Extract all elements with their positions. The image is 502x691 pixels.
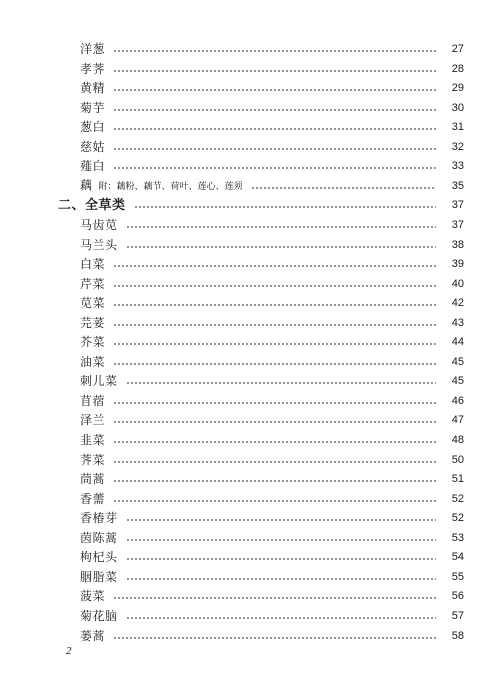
toc-entry bbox=[80, 216, 464, 235]
entry-page-number: 28 bbox=[451, 63, 464, 75]
entry-page-number: 52 bbox=[451, 493, 464, 505]
entry-title bbox=[80, 157, 105, 176]
entry-title bbox=[80, 490, 105, 509]
entry-page-number: 54 bbox=[451, 551, 464, 563]
entry-title-text: 荠菜 bbox=[80, 453, 106, 467]
dot-leader bbox=[113, 470, 436, 489]
entry-title-text: 薤白 bbox=[80, 159, 106, 173]
toc-entry bbox=[80, 138, 464, 157]
entry-title bbox=[80, 138, 105, 157]
entry-title-text: 香椿芽 bbox=[80, 511, 118, 525]
entry-title-text: 刺儿菜 bbox=[80, 374, 118, 388]
toc-entry bbox=[80, 627, 464, 646]
entry-title-text: 茼蒿 bbox=[80, 472, 106, 486]
entry-title bbox=[80, 353, 105, 372]
entry-title-text: 洋葱 bbox=[80, 42, 106, 56]
entry-title bbox=[80, 451, 105, 470]
toc-entry bbox=[80, 236, 464, 255]
entry-title bbox=[80, 548, 118, 567]
entry-page-number: 50 bbox=[451, 454, 464, 466]
entry-title-text: 马兰头 bbox=[80, 238, 118, 252]
entry-page-number: 32 bbox=[451, 141, 464, 153]
dot-leader bbox=[251, 177, 436, 196]
dot-leader bbox=[113, 118, 436, 137]
toc-entry bbox=[80, 372, 464, 391]
entry-title-text: 芹菜 bbox=[80, 277, 106, 291]
dot-leader bbox=[113, 157, 436, 176]
entry-title bbox=[80, 255, 105, 274]
entry-title-text: 白菜 bbox=[80, 257, 106, 271]
page-number: 2 bbox=[66, 645, 72, 657]
dot-leader bbox=[113, 451, 436, 470]
entry-title-text: 香薷 bbox=[80, 492, 106, 506]
entry-page-number: 43 bbox=[451, 317, 464, 329]
entry-title bbox=[58, 196, 126, 215]
toc-entry bbox=[80, 529, 464, 548]
dot-leader bbox=[126, 607, 436, 626]
entry-page-number: 44 bbox=[451, 336, 464, 348]
entry-title-text: 菊花脑 bbox=[80, 609, 118, 623]
entry-page-number: 53 bbox=[451, 532, 464, 544]
entry-title-text: 蒌蒿 bbox=[80, 629, 106, 643]
dot-leader bbox=[134, 196, 436, 215]
dot-leader bbox=[113, 627, 436, 646]
entry-page-number: 56 bbox=[451, 590, 464, 602]
dot-leader bbox=[113, 431, 436, 450]
toc-entry bbox=[80, 431, 464, 450]
dot-leader bbox=[126, 509, 436, 528]
entry-title bbox=[80, 216, 118, 235]
dot-leader bbox=[126, 568, 436, 587]
entry-note: 附：藕粉、藕节、荷叶、莲心、莲须 bbox=[98, 182, 243, 192]
dot-leader bbox=[113, 490, 436, 509]
toc-entry bbox=[80, 451, 464, 470]
dot-leader bbox=[126, 216, 436, 235]
entry-title-text: 孝荠 bbox=[80, 62, 106, 76]
entry-title bbox=[80, 607, 118, 626]
toc-section-heading bbox=[58, 196, 464, 215]
toc-entry bbox=[80, 490, 464, 509]
entry-title-text: 菠菜 bbox=[80, 589, 106, 603]
entry-page-number: 52 bbox=[451, 512, 464, 524]
entry-page-number: 31 bbox=[451, 121, 464, 133]
toc-entry bbox=[80, 548, 464, 567]
toc-entry bbox=[80, 314, 464, 333]
entry-page-number: 35 bbox=[451, 180, 464, 192]
toc-entry bbox=[80, 294, 464, 313]
toc-entry bbox=[80, 568, 464, 587]
entry-page-number: 42 bbox=[451, 297, 464, 309]
dot-leader bbox=[113, 333, 436, 352]
entry-title bbox=[80, 627, 105, 646]
dot-leader bbox=[113, 79, 436, 98]
toc-entry bbox=[80, 333, 464, 352]
entry-title-text: 马齿苋 bbox=[80, 218, 118, 232]
entry-page-number: 27 bbox=[451, 43, 464, 55]
toc-entry bbox=[80, 118, 464, 137]
entry-page-number: 58 bbox=[451, 630, 464, 642]
entry-title bbox=[80, 587, 105, 606]
entry-title-text: 芫荽 bbox=[80, 316, 106, 330]
entry-page-number: 57 bbox=[451, 610, 464, 622]
dot-leader bbox=[126, 236, 436, 255]
entry-title-text: 胭脂菜 bbox=[80, 570, 118, 584]
entry-page-number: 47 bbox=[451, 414, 464, 426]
entry-title bbox=[80, 118, 105, 137]
entry-page-number: 33 bbox=[451, 160, 464, 172]
entry-title bbox=[80, 470, 105, 489]
dot-leader bbox=[113, 275, 436, 294]
dot-leader bbox=[113, 40, 436, 59]
entry-title-text: 茵陈蒿 bbox=[80, 531, 118, 545]
dot-leader bbox=[126, 372, 436, 391]
entry-title bbox=[80, 411, 105, 430]
entry-title-text: 藕 bbox=[80, 178, 93, 192]
entry-title bbox=[80, 294, 105, 313]
dot-leader bbox=[113, 411, 436, 430]
entry-title bbox=[80, 568, 118, 587]
entry-page-number: 30 bbox=[451, 102, 464, 114]
toc-entry bbox=[80, 99, 464, 118]
entry-title bbox=[80, 60, 105, 79]
entry-page-number: 29 bbox=[451, 82, 464, 94]
dot-leader bbox=[126, 548, 436, 567]
toc-entry bbox=[80, 470, 464, 489]
entry-title bbox=[80, 275, 105, 294]
entry-page-number: 45 bbox=[451, 356, 464, 368]
dot-leader bbox=[113, 587, 436, 606]
toc-entry bbox=[80, 607, 464, 626]
entry-title-text: 油菜 bbox=[80, 355, 106, 369]
entry-title bbox=[80, 431, 105, 450]
entry-title bbox=[80, 236, 118, 255]
entry-title-text: 慈姑 bbox=[80, 140, 106, 154]
entry-title bbox=[80, 79, 105, 98]
toc-entry bbox=[80, 353, 464, 372]
dot-leader bbox=[113, 255, 436, 274]
entry-title bbox=[80, 392, 105, 411]
toc-entry bbox=[80, 509, 464, 528]
toc-entry bbox=[80, 392, 464, 411]
entry-title bbox=[80, 372, 118, 391]
entry-title-text: 苋菜 bbox=[80, 296, 106, 310]
entry-title-text: 二、全草类 bbox=[58, 198, 126, 213]
entry-page-number: 37 bbox=[451, 199, 464, 211]
entry-title-text: 枸杞头 bbox=[80, 550, 118, 564]
entry-page-number: 48 bbox=[451, 434, 464, 446]
entry-page-number: 37 bbox=[451, 219, 464, 231]
toc-entry bbox=[80, 411, 464, 430]
entry-title-text: 泽兰 bbox=[80, 413, 106, 427]
entry-title bbox=[80, 99, 105, 118]
entry-title-text: 韭菜 bbox=[80, 433, 106, 447]
entry-page-number: 40 bbox=[451, 278, 464, 290]
entry-title-text: 苜蓿 bbox=[80, 394, 106, 408]
entry-title-text: 芥菜 bbox=[80, 335, 106, 349]
entry-title-text: 葱白 bbox=[80, 120, 106, 134]
dot-leader bbox=[113, 314, 436, 333]
entry-page-number: 51 bbox=[451, 473, 464, 485]
entry-page-number: 38 bbox=[451, 239, 464, 251]
entry-page-number: 39 bbox=[451, 258, 464, 270]
toc-entry bbox=[80, 40, 464, 59]
dot-leader bbox=[126, 529, 436, 548]
toc-entry bbox=[80, 177, 464, 196]
dot-leader bbox=[113, 353, 436, 372]
entry-title bbox=[80, 509, 118, 528]
toc-entry bbox=[80, 157, 464, 176]
entry-title-text: 黄精 bbox=[80, 81, 106, 95]
entry-page-number: 45 bbox=[451, 375, 464, 387]
entry-title bbox=[80, 176, 243, 197]
entry-title bbox=[80, 314, 105, 333]
entry-page-number: 46 bbox=[451, 395, 464, 407]
entry-title bbox=[80, 529, 118, 548]
dot-leader bbox=[113, 294, 436, 313]
toc-entry bbox=[80, 587, 464, 606]
entry-page-number: 55 bbox=[451, 571, 464, 583]
dot-leader bbox=[113, 392, 436, 411]
dot-leader bbox=[113, 138, 436, 157]
entry-title-text: 菊芋 bbox=[80, 101, 106, 115]
dot-leader bbox=[113, 60, 436, 79]
toc-entry bbox=[80, 79, 464, 98]
toc-entry bbox=[80, 60, 464, 79]
toc-entry bbox=[80, 255, 464, 274]
entry-title bbox=[80, 333, 105, 352]
entry-title bbox=[80, 40, 105, 59]
toc-entry bbox=[80, 275, 464, 294]
dot-leader bbox=[113, 99, 436, 118]
